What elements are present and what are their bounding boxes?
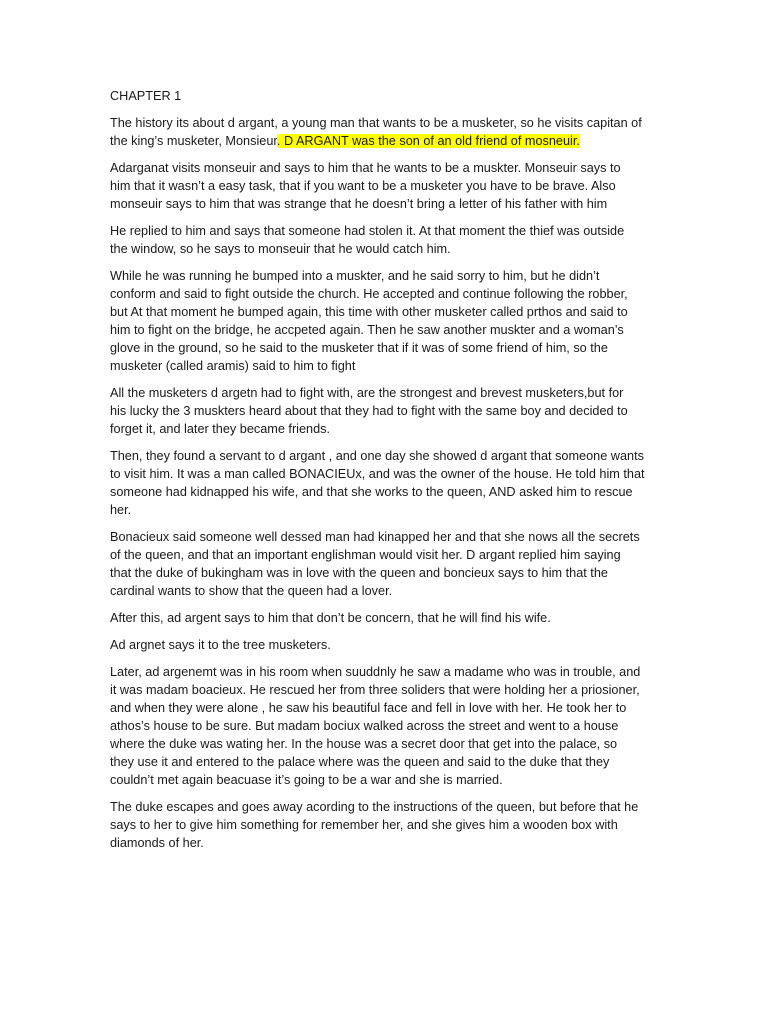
line-text: cardinal wants to show that the queen had a lover. xyxy=(110,584,393,598)
line-text: After this, ad argent says to him that don’t be concern, that he will find his wife. xyxy=(110,611,551,625)
text-line xyxy=(110,402,658,420)
text-line xyxy=(110,465,658,483)
paragraph xyxy=(110,528,658,600)
line-text: forget it, and later they became friends. xyxy=(110,422,331,436)
line-text: him that it wasn’t a easy task, that if you want to be a musketer you have to be brave. Also xyxy=(110,179,616,193)
paragraph xyxy=(110,384,658,438)
text-line xyxy=(110,699,658,717)
text-line xyxy=(110,240,658,258)
text-line xyxy=(110,663,658,681)
text-line xyxy=(110,285,658,303)
text-line xyxy=(110,735,658,753)
text-line xyxy=(110,609,658,627)
line-text: While he was running he bumped into a muskter, and he said sorry to him, but he didn’t xyxy=(110,269,600,283)
text-line xyxy=(110,528,658,546)
text-line xyxy=(110,636,658,654)
text-line xyxy=(110,546,658,564)
text-line xyxy=(110,582,658,600)
text-line xyxy=(110,321,658,339)
line-text: All the musketers d argetn had to fight with, are the strongest and brevest musketers,but for xyxy=(110,386,624,400)
line-text: musketer (called aramis) said to him to fight xyxy=(110,359,356,373)
paragraph xyxy=(110,159,658,213)
line-text: her. xyxy=(110,503,132,517)
line-text: but At that moment he bumped again, this time with other musketer called prthos and said to xyxy=(110,305,628,319)
line-text: someone had kidnapped his wife, and that she works to the queen, AND asked him to rescue xyxy=(110,485,633,499)
text-line xyxy=(110,339,658,357)
highlighted-text: . D ARGANT was the son of an old friend of mosneuir. xyxy=(276,134,580,148)
line-text: says to her to give him something for remember her, and she gives him a wooden box with xyxy=(110,818,618,832)
text-line xyxy=(110,681,658,699)
text-line xyxy=(110,447,658,465)
paragraph-list xyxy=(110,114,658,852)
line-text: diamonds of her. xyxy=(110,836,204,850)
text-line xyxy=(110,717,658,735)
line-text: the king’s musketer, Monsieur xyxy=(110,134,277,148)
text-line xyxy=(110,483,658,501)
paragraph xyxy=(110,609,658,627)
line-text: couldn’t met again beacuase it’s going to be a war and she is married. xyxy=(110,773,503,787)
text-line xyxy=(110,420,658,438)
text-line xyxy=(110,114,658,132)
line-text: athos’s house to be sure. But madam bociux walked across the street and went to a house xyxy=(110,719,619,733)
paragraph xyxy=(110,447,658,519)
text-line xyxy=(110,357,658,375)
paragraph xyxy=(110,663,658,789)
line-text: where the duke was wating her. In the house was a secret door that get into the palace, so xyxy=(110,737,618,751)
paragraph xyxy=(110,798,658,852)
paragraph xyxy=(110,222,658,258)
text-line xyxy=(110,177,658,195)
line-text: Bonacieux said someone well dessed man had kinapped her and that she nows all the secrets xyxy=(110,530,640,544)
line-text: He replied to him and says that someone had stolen it. At that moment the thief was outside xyxy=(110,224,625,238)
text-line xyxy=(110,834,658,852)
line-text: The history its about d argant, a young man that wants to be a musketer, so he visits capitan of xyxy=(110,116,642,130)
text-line xyxy=(110,267,658,285)
chapter-title: CHAPTER 1 xyxy=(110,89,182,103)
document-body xyxy=(110,87,658,861)
text-line xyxy=(110,816,658,834)
text-line xyxy=(110,384,658,402)
line-text: Adarganat visits monseuir and says to him that he wants to be a muskter. Monseuir says to xyxy=(110,161,621,175)
text-line xyxy=(110,195,658,213)
line-text: The duke escapes and goes away acording to the instructions of the queen, but before that he xyxy=(110,800,639,814)
text-line xyxy=(110,771,658,789)
text-line xyxy=(110,222,658,240)
text-line xyxy=(110,753,658,771)
line-text: Ad argnet says it to the tree musketers. xyxy=(110,638,331,652)
line-text: that the duke of bukingham was in love with the queen and boncieux says to him that the xyxy=(110,566,608,580)
line-text: to visit him. It was a man called BONACIEUx, and was the owner of the house. He told him that xyxy=(110,467,645,481)
line-text: Then, they found a servant to d argant , and one day she showed d argant that someone wants xyxy=(110,449,644,463)
text-line xyxy=(110,132,658,150)
text-line xyxy=(110,303,658,321)
line-text: it was madam boacieux. He rescued her from three soliders that were holding her a priosioner, xyxy=(110,683,640,697)
line-text: glove in the ground, so he said to the musketer that if it was of some friend of him, so the xyxy=(110,341,608,355)
line-text: they use it and entered to the palace where was the queen and said to the duke that they xyxy=(110,755,610,769)
text-line xyxy=(110,564,658,582)
text-line xyxy=(110,501,658,519)
paragraph xyxy=(110,636,658,654)
line-text: conform and said to fight outside the church. He accepted and continue following the robber, xyxy=(110,287,628,301)
line-text: and when they were alone , he saw his beautiful face and fell in love with her. He took her to xyxy=(110,701,627,715)
line-text: the window, so he says to monseuir that he would catch him. xyxy=(110,242,451,256)
line-text: his lucky the 3 muskters heard about that they had to fight with the same boy and decided to xyxy=(110,404,628,418)
text-line xyxy=(110,798,658,816)
paragraph xyxy=(110,267,658,375)
line-text: of the queen, and that an important englishman would visit her. D argant replied him saying xyxy=(110,548,621,562)
line-text: Later, ad argenemt was in his room when suuddnly he saw a madame who was in trouble, and xyxy=(110,665,641,679)
line-text: monseuir says to him that was strange that he doesn’t bring a letter of his father with him xyxy=(110,197,608,211)
paragraph xyxy=(110,114,658,150)
text-line xyxy=(110,159,658,177)
line-text: him to fight on the bridge, he accpeted again. Then he saw another muskter and a woman’s xyxy=(110,323,624,337)
